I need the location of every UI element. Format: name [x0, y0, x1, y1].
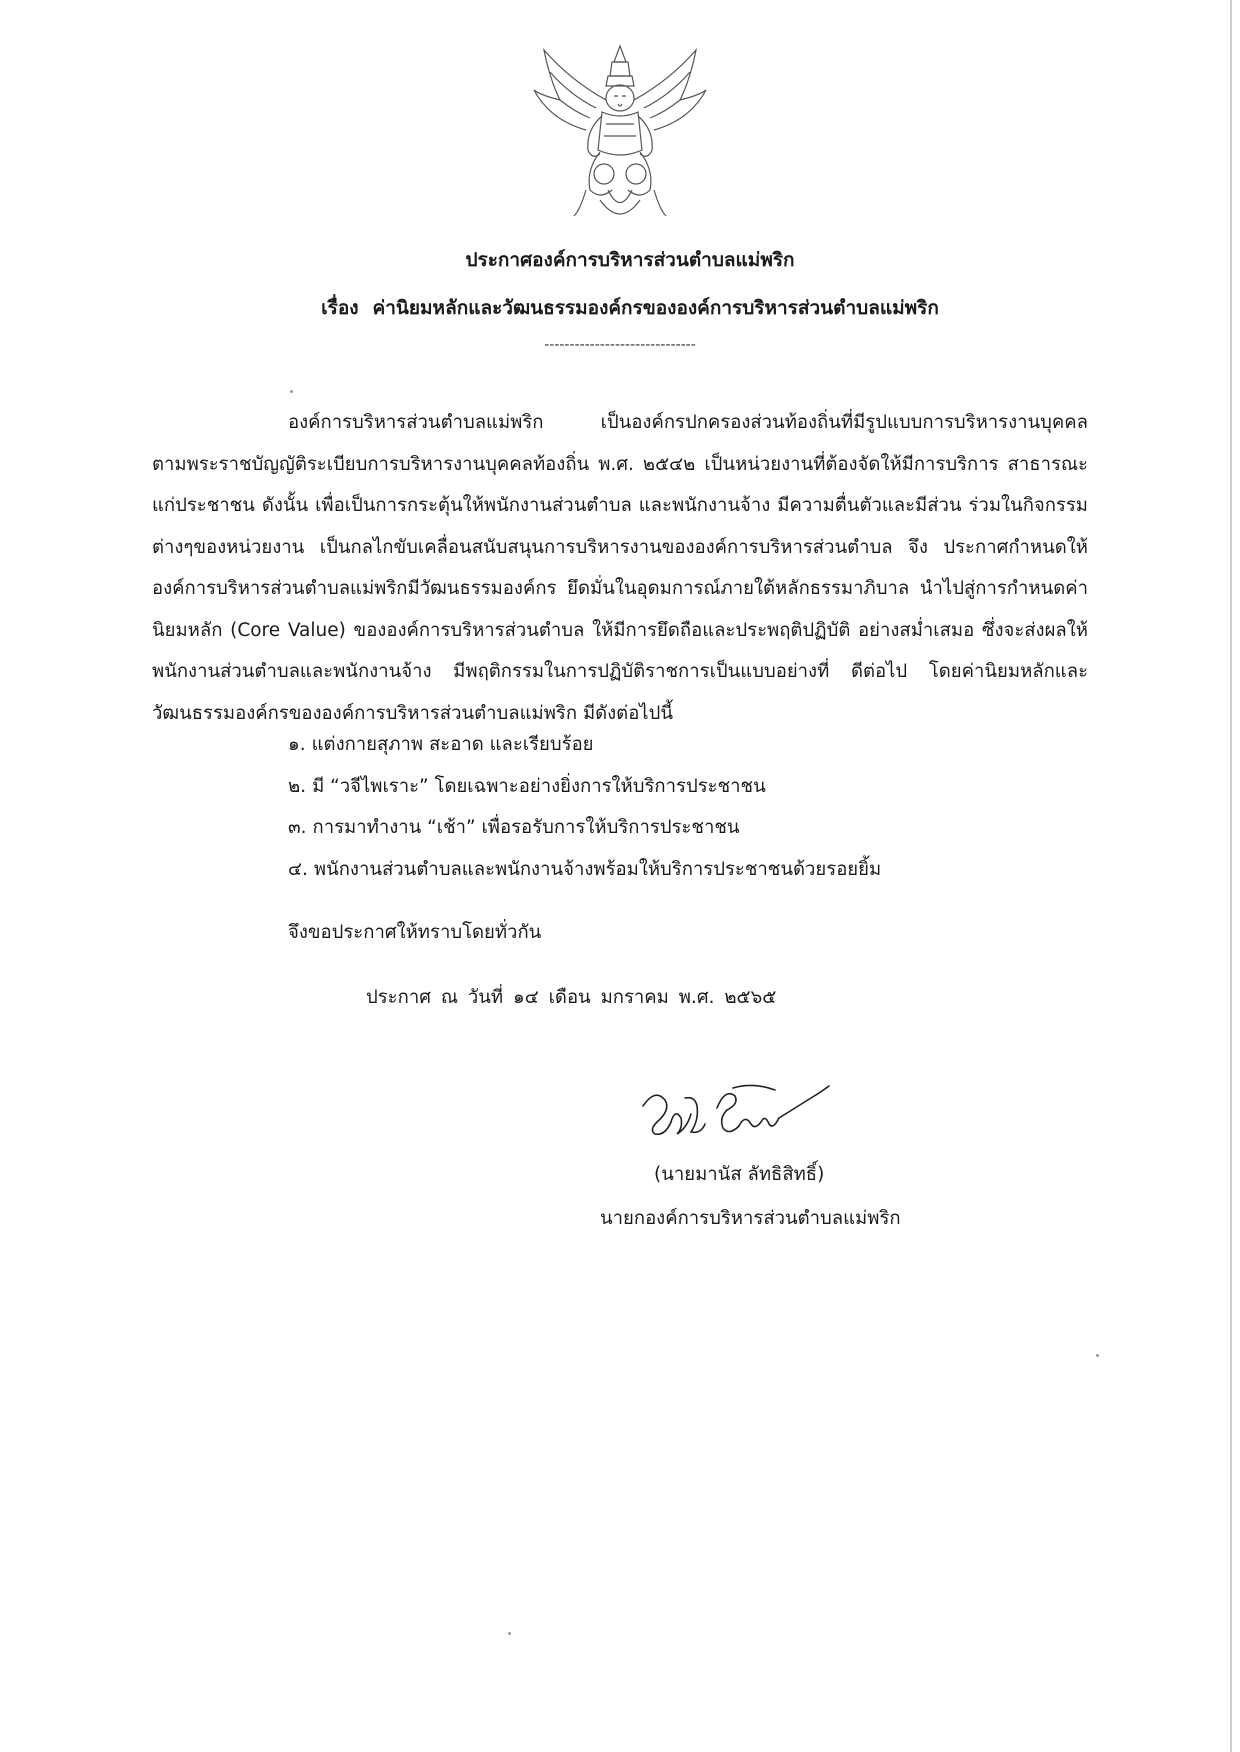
garuda-emblem-icon	[530, 40, 710, 230]
list-item-number: ๔.	[288, 858, 308, 880]
announcement-date: ประกาศ ณ วันที่ ๑๔ เดือน มกราคม พ.ศ. ๒๕๖๕	[366, 987, 777, 1008]
core-values-list	[288, 724, 881, 890]
scan-speck	[290, 390, 293, 393]
signer-position: นายกองค์การบริหารส่วนตำบลแม่พริก	[600, 1208, 901, 1229]
list-item-text: แต่งกายสุภาพ สะอาด และเรียบร้อย	[311, 734, 594, 755]
handwritten-signature	[635, 1078, 835, 1148]
scan-speck	[508, 1632, 511, 1635]
subject-text: ค่านิยมหลักและวัฒนธรรมองค์กรขององค์การบริหารส่วนตำบลแม่พริก	[372, 297, 939, 319]
list-item	[288, 849, 881, 891]
list-item-number: ๒.	[288, 775, 307, 797]
announcement-body	[152, 402, 1088, 734]
list-item	[288, 807, 881, 849]
announcement-subject-line	[20, 293, 1240, 323]
list-item-text: พนักงานส่วนตำบลและพนักงานจ้างพร้อมให้บริการประชาชนด้วยรอยยิ้ม	[313, 858, 882, 880]
closing-statement: จึงขอประกาศให้ทราบโดยทั่วกัน	[288, 922, 542, 943]
subject-label: เรื่อง	[321, 297, 359, 319]
title-separator: ------------------------------	[544, 337, 696, 353]
list-item	[288, 724, 881, 766]
signer-name: (นายมานัส ลัทธิสิทธิ์)	[654, 1164, 825, 1185]
announcement-title: ประกาศองค์การบริหารส่วนตำบลแม่พริก	[465, 249, 795, 271]
body-paragraph: องค์การบริหารส่วนตำบลแม่พริก เป็นองค์กรปกครองส่วนท้องถิ่นที่มีรูปแบบการบริหารงานบุคคล ตามพระราชบัญญัติระเบียบการบริหารงานบุคคลท้องถิ่น พ.ศ. ๒๕๔๒ เป็นหน่วยงานที่ต้องจัดให้มีการบริการ สาธารณะแก่ประชาชน ดังนั้น เพื่อเป็นการกระตุ้นให้พนักงานส่วนตำบล และพนักงานจ้าง มีความตื่นตัวและมีส่วน ร่วมในกิจกรรมต่างๆของหน่วยงาน เป็นกลไกขับเคลื่อนสนับสนุนการบริหารงานขององค์การบริหารส่วนตำบล จึง ประกาศกำหนดให้องค์การบริหารส่วนตำบลแม่พริกมีวัฒนธรรมองค์กร ยึดมั่นในอุดมการณ์ภายใต้หลักธรรมาภิบาล นำไปสู่การกำหนดค่านิยมหลัก (Core Value) ขององค์การบริหารส่วนตำบล ให้มีการยึดถือและประพฤติปฏิบัติ อย่างสม่ำเสมอ ซึ่งจะส่งผลให้พนักงานส่วนตำบลและพนักงานจ้าง มีพฤติกรรมในการปฏิบัติราชการเป็นแบบอย่างที่ ดีต่อไป โดยค่านิยมหลักและวัฒนธรรมองค์กรขององค์การบริหารส่วนตำบลแม่พริก มีดังต่อไปนี้	[152, 412, 1088, 724]
announcement-header	[0, 245, 1240, 353]
list-item	[288, 766, 881, 808]
scan-speck	[1096, 1354, 1099, 1357]
list-item-text: การมาทำงาน “เช้า” เพื่อรอรับการให้บริการประชาชน	[312, 817, 740, 838]
list-item-text: มี “วจีไพเราะ” โดยเฉพาะอย่างยิ่งการให้บริการประชาชน	[312, 775, 766, 797]
list-item-number: ๓.	[288, 817, 307, 838]
list-item-number: ๑.	[288, 734, 306, 755]
